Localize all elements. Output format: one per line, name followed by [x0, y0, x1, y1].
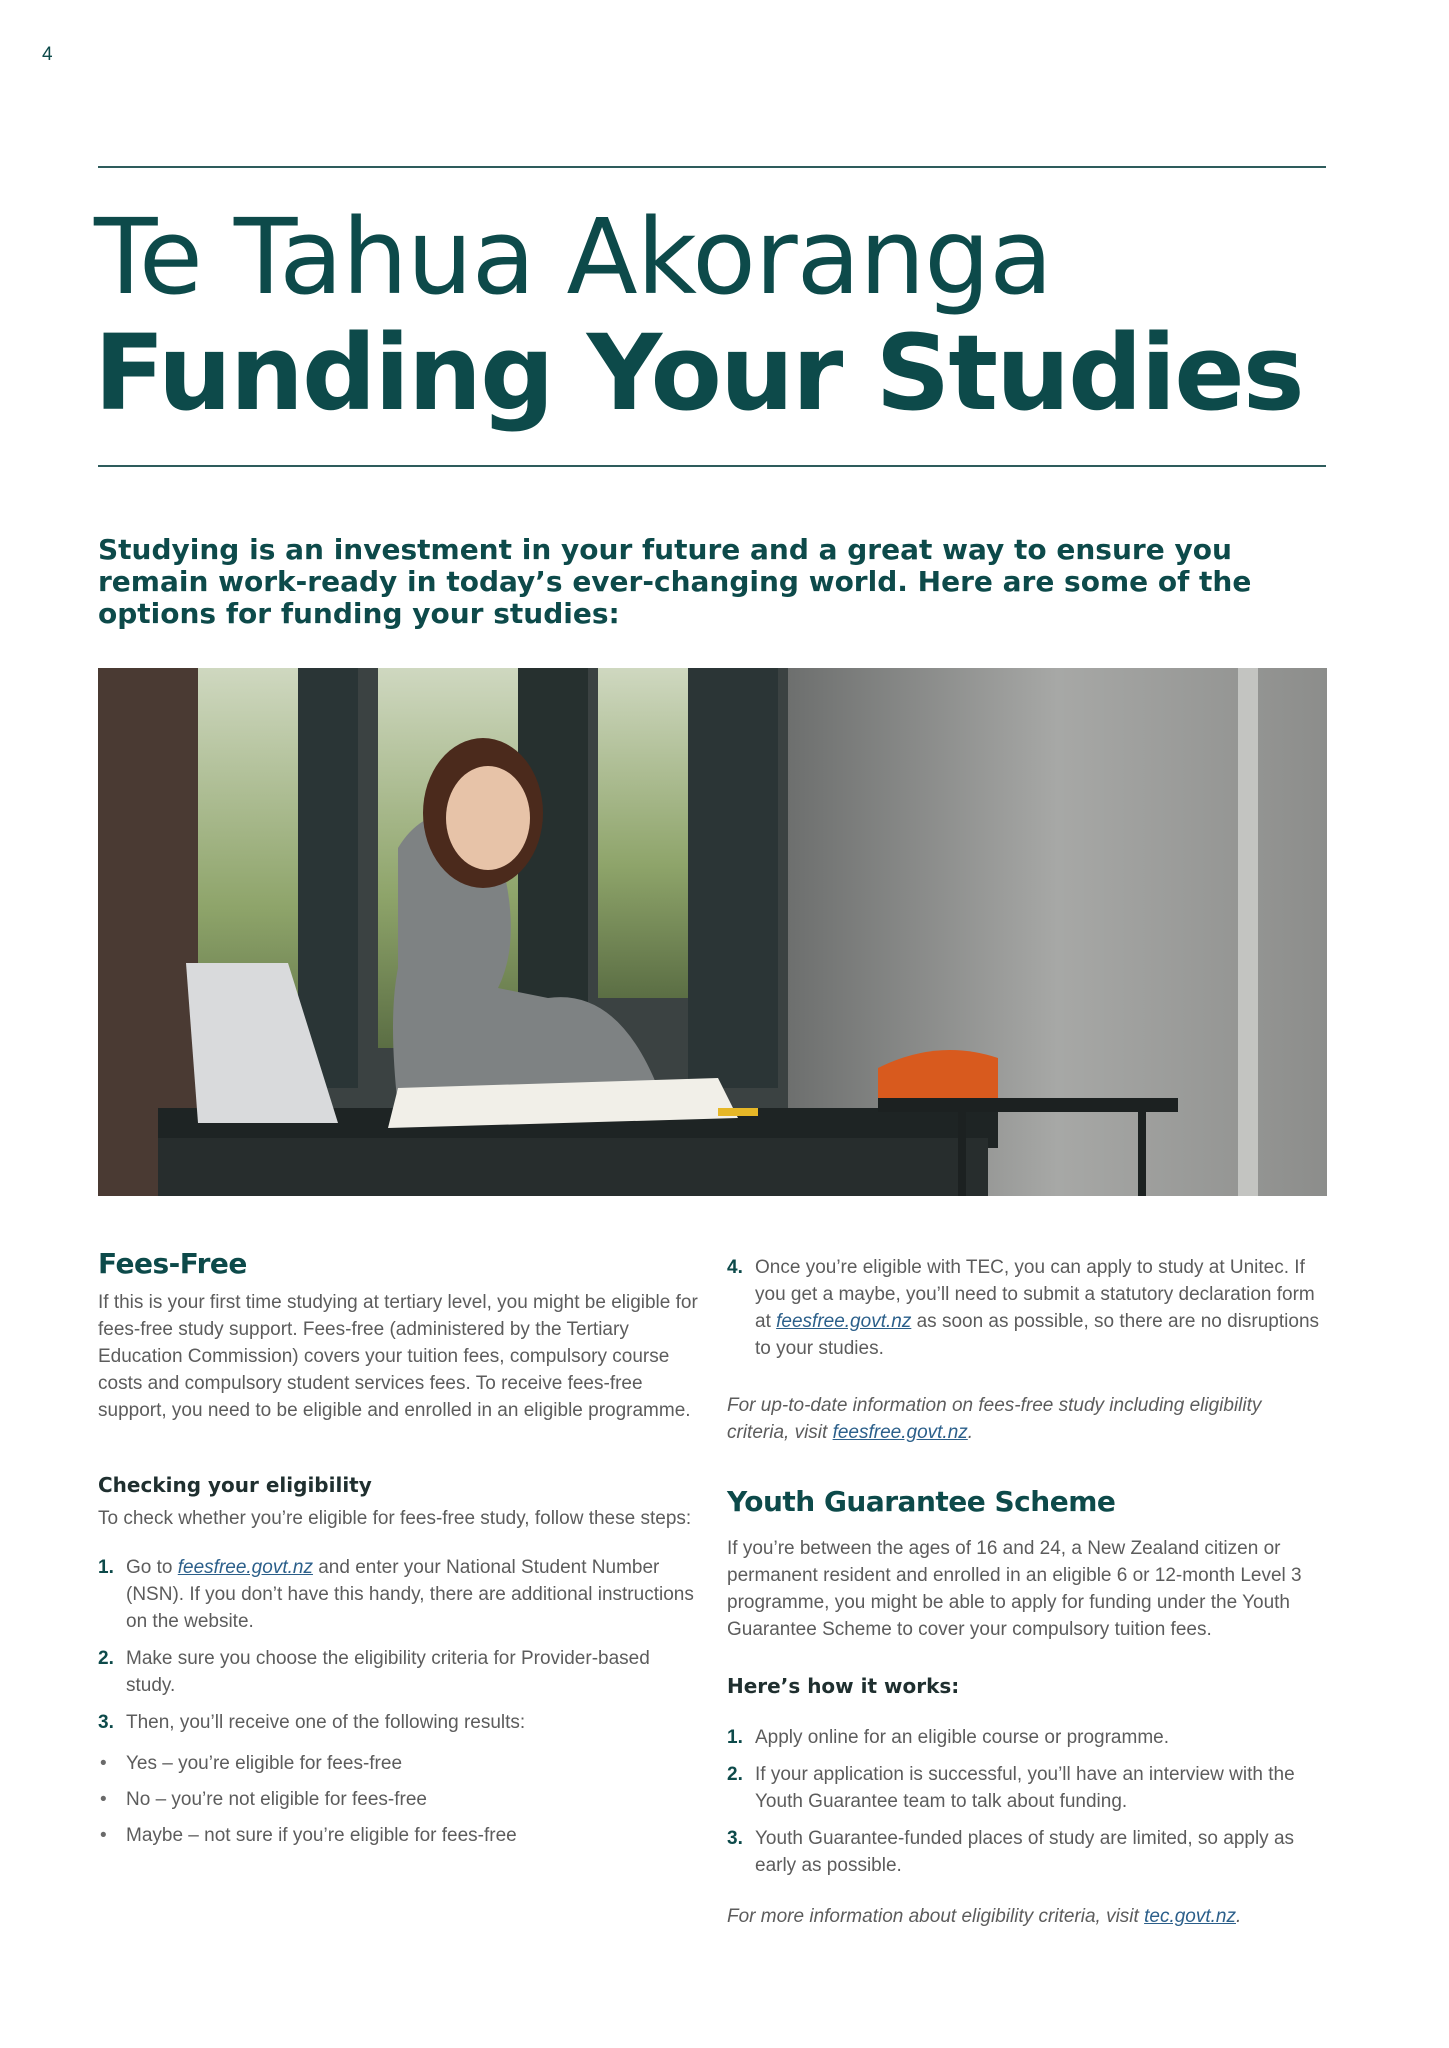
- note-text: For more information about eligibility criteria, visit: [727, 1906, 1145, 1927]
- checking-eligibility-heading: Checking your eligibility: [98, 1473, 372, 1497]
- list-item: • No – you’re not eligible for fees-free: [98, 1786, 698, 1813]
- step-text: If your application is successful, you’ll have an interview with the Youth Guarantee team to talk about funding.: [755, 1764, 1295, 1812]
- step-number: 4.: [727, 1257, 743, 1278]
- list-item: [98, 1645, 698, 1699]
- left-column: [98, 1247, 698, 1858]
- list-item: [727, 1724, 1327, 1751]
- step-number: 1.: [727, 1727, 743, 1748]
- eligibility-step-4: [727, 1254, 1327, 1362]
- step-text: and enter your National Student Number (NSN). If you don’t have this handy, there are additional instructions on the website.: [126, 1557, 694, 1632]
- checking-eligibility-body: To check whether you’re eligible for fees-free study, follow these steps:: [98, 1508, 692, 1529]
- fees-free-note: [727, 1392, 1327, 1446]
- step-text: as soon as possible, so there are no disruptions to your studies.: [755, 1311, 1320, 1359]
- step-number: 3.: [98, 1712, 114, 1733]
- step-text: Apply online for an eligible course or programme.: [755, 1727, 1169, 1748]
- eligibility-results: [98, 1750, 698, 1849]
- feesfree-link[interactable]: feesfree.govt.nz: [177, 1557, 313, 1578]
- list-item: [98, 1709, 698, 1736]
- intro-text: Studying is an investment in your future and a great way to ensure you remain work-ready in today’s ever-changing world. Here are some of the options for funding your studies:: [98, 533, 1252, 630]
- youth-guarantee-note: [727, 1903, 1327, 1930]
- page-number: 4: [42, 44, 53, 65]
- youth-steps: [727, 1724, 1327, 1879]
- step-number: 1.: [98, 1557, 114, 1578]
- list-item: • Maybe – not sure if you’re eligible for fees-free: [98, 1822, 698, 1849]
- list-item: [727, 1825, 1327, 1879]
- feesfree-link[interactable]: feesfree.govt.nz: [832, 1422, 968, 1443]
- fees-free-body: If this is your first time studying at tertiary level, you might be eligible for fees-free study support. Fees-free (administered by the Tertiary Education Commission) covers your tuition fees, compulsory course costs and compulsory student services fees. To receive fees-free support, you need to be eligible and enrolled in an eligible programme.: [98, 1292, 698, 1421]
- title-maori: Te Tahua Akoranga: [94, 196, 1052, 318]
- youth-guarantee-heading: Youth Guarantee Scheme: [727, 1485, 1116, 1518]
- note-text: For up-to-date information on fees-free study including eligibility criteria, visit: [727, 1395, 1262, 1443]
- title-english: Funding Your Studies: [94, 312, 1303, 434]
- top-rule: [98, 166, 1326, 168]
- how-it-works-heading: Here’s how it works:: [727, 1674, 960, 1698]
- step-number: 3.: [727, 1828, 743, 1849]
- step-number: 2.: [727, 1764, 743, 1785]
- list-item: [727, 1761, 1327, 1815]
- eligibility-steps: [98, 1554, 698, 1736]
- step-text: Then, you’ll receive one of the following results:: [126, 1712, 526, 1733]
- step-number: 2.: [98, 1648, 114, 1669]
- list-item: [727, 1254, 1327, 1362]
- feesfree-link[interactable]: feesfree.govt.nz: [776, 1311, 912, 1332]
- tec-link[interactable]: tec.govt.nz: [1144, 1906, 1236, 1927]
- step-text: Youth Guarantee-funded places of study are limited, so apply as early as possible.: [755, 1828, 1295, 1876]
- bottom-rule: [98, 465, 1326, 467]
- fees-free-heading: Fees-Free: [98, 1247, 247, 1280]
- note-text: .: [1235, 1906, 1242, 1927]
- right-column: [727, 1254, 1327, 1930]
- student-studying-photo: [98, 668, 1327, 1196]
- list-item: [98, 1554, 698, 1635]
- list-item: • Yes – you’re eligible for fees-free: [98, 1750, 698, 1777]
- note-text: .: [967, 1422, 974, 1443]
- step-text: Make sure you choose the eligibility criteria for Provider-based study.: [126, 1648, 650, 1696]
- step-text: Go to: [126, 1557, 178, 1578]
- youth-guarantee-body: If you’re between the ages of 16 and 24, a New Zealand citizen or permanent resident and enrolled in an eligible 6 or 12-month Level 3 programme, you might be able to apply for funding under the Youth Guarantee Scheme to cover your compulsory tuition fees.: [727, 1538, 1302, 1640]
- step-text: Once you’re eligible with TEC, you can apply to study at Unitec. If you get a maybe, you’ll need to submit a statutory declaration form at: [755, 1257, 1315, 1332]
